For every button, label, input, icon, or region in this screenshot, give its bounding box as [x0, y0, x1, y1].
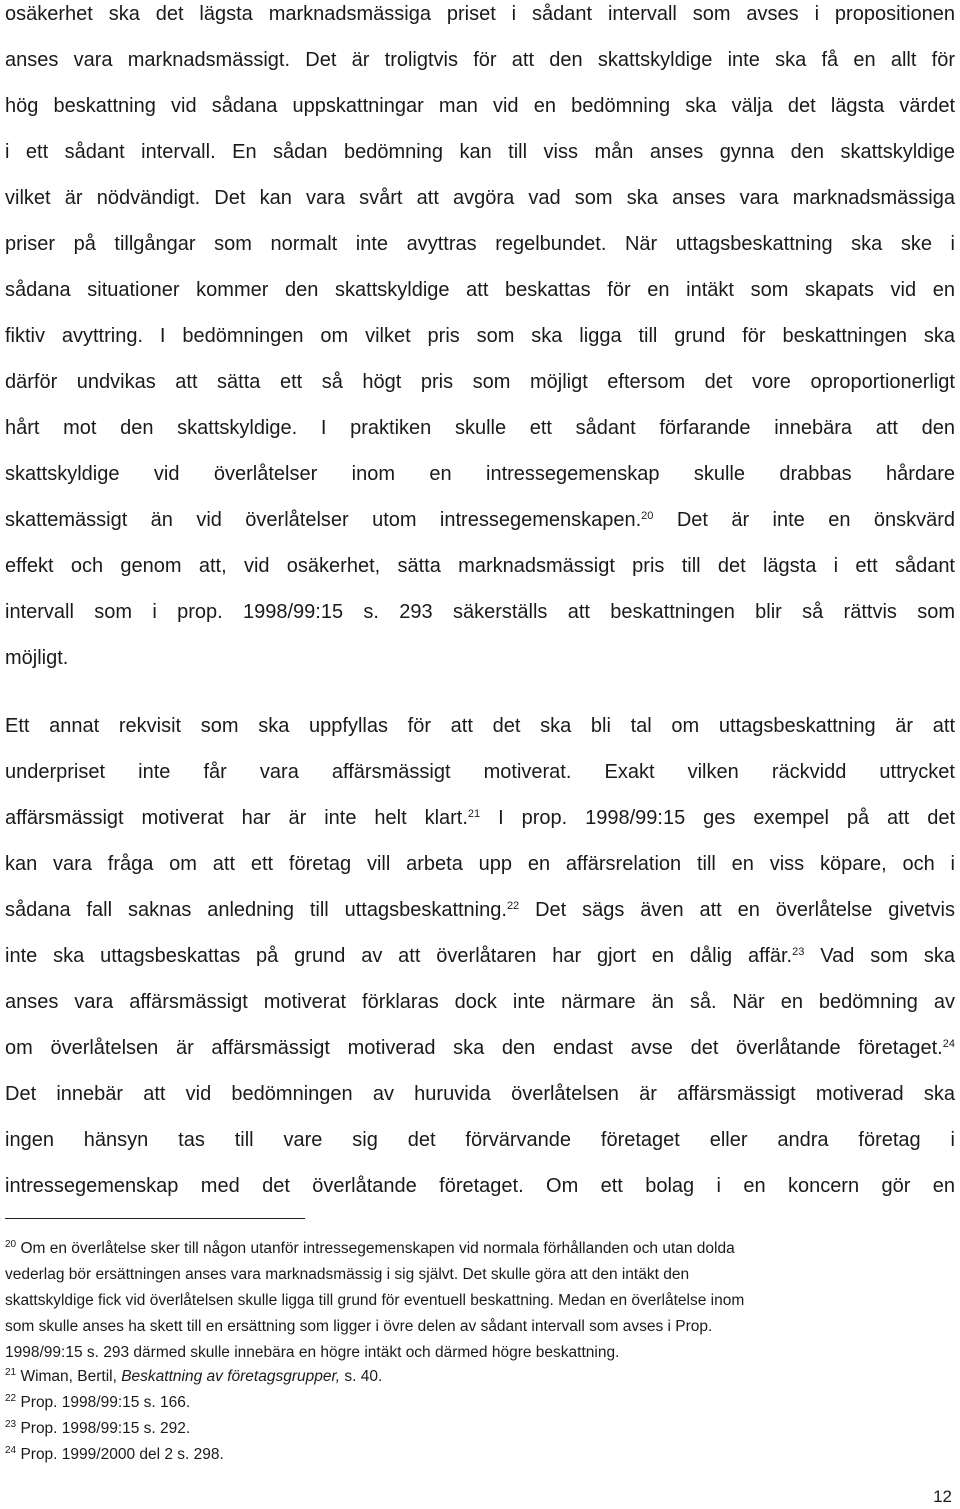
body-line: fiktiv avyttring. I bedömningen om vilket pris som ska ligga till grund för beskattningen ska	[5, 325, 955, 347]
footnote-line: som skulle anses ha skett till en ersättning som ligger i övre delen av sådant intervall som avses i Prop.	[5, 1318, 713, 1335]
footnote-ref-23[interactable]: 23	[792, 946, 805, 958]
body-text: Det sägs även att en överlåtelse givetvis	[535, 899, 956, 921]
body-text: Vad som ska	[820, 945, 955, 967]
body-line: osäkerhet ska det lägsta marknadsmässiga priset i sådant intervall som avses i propositionen	[5, 3, 955, 25]
body-line: kan vara fråga om att ett företag vill arbeta upp en affärsrelation till en viss köpare, och i	[5, 853, 955, 875]
body-line: intervall som i prop. 1998/99:15 s. 293 säkerställs att beskattningen blir så rättvis som	[5, 601, 955, 623]
body-line: vilket är nödvändigt. Det kan vara svårt att avgöra vad som ska anses vara marknadsmässiga	[5, 187, 955, 209]
body-line: hårt mot den skattskyldige. I praktiken skulle ett sådant förfarande innebära att den	[5, 417, 955, 439]
footnote-line: skattskyldige fick vid överlåtelsen skulle ligga till grund för eventuell beskattning. Medan en överlåtelse inom	[5, 1292, 745, 1309]
body-line	[5, 508, 955, 532]
footnote-separator	[5, 1218, 305, 1219]
body-line: skattskyldige vid överlåtelser inom en intressegemenskap skulle drabbas hårdare	[5, 463, 955, 485]
body-text: sådana fall saknas anledning till uttagsbeskattning.	[5, 899, 507, 921]
footnote-ref-20[interactable]: 20	[641, 510, 654, 522]
footnote-number: 23	[5, 1419, 17, 1430]
body-line	[5, 1036, 955, 1060]
body-line: Det innebär att vid bedömningen av huruvida överlåtelsen är affärsmässigt motiverad ska	[5, 1083, 955, 1105]
footnote-number: 24	[5, 1445, 17, 1456]
footnote-20	[5, 1239, 735, 1259]
body-text: affärsmässigt motiverat har är inte helt klart.	[5, 807, 468, 829]
body-line: sådana situationer kommer den skattskyldige att beskattas för en intäkt som skapats vid en	[5, 279, 955, 301]
body-line: ingen hänsyn tas till vare sig det förvärvande företaget eller andra företag i	[5, 1129, 955, 1151]
footnote-title: Beskattning av företagsgrupper,	[121, 1368, 341, 1385]
body-line: underpriset inte får vara affärsmässigt motiverat. Exakt vilken räckvidd uttrycket	[5, 761, 955, 783]
footnote-number: 21	[5, 1367, 17, 1378]
body-line	[5, 806, 955, 830]
body-line: priser på tillgångar som normalt inte avyttras regelbundet. När uttagsbeskattning ska ske i	[5, 233, 955, 255]
body-text: I prop. 1998/99:15 ges exempel på att det	[498, 807, 955, 829]
footnote-ref-21[interactable]: 21	[467, 808, 481, 820]
body-line: hög beskattning vid sådana uppskattningar man vid en bedömning ska välja det lägsta värdet	[5, 95, 955, 117]
footnote-text: s. 40.	[344, 1368, 383, 1385]
body-line: anses vara affärsmässigt motiverat förklaras dock inte närmare än så. När en bedömning av	[5, 991, 955, 1013]
body-line: anses vara marknadsmässigt. Det är troligtvis för att den skattskyldige inte ska få en allt för	[5, 49, 955, 71]
body-text: om överlåtelsen är affärsmässigt motiverad ska den endast avse det överlåtande företaget.	[5, 1037, 943, 1059]
body-line: intressegemenskap med det överlåtande företaget. Om ett bolag i en koncern gör en	[5, 1175, 955, 1197]
page-number: 12	[933, 1487, 952, 1506]
body-line	[5, 944, 955, 968]
body-text: inte ska uttagsbeskattas på grund av att överlåtaren har gjort en dålig affär.	[5, 945, 793, 967]
body-line: därför undvikas att sätta ett så högt pris som möjligt eftersom det vore oproportionerligt	[5, 371, 955, 393]
body-line: i ett sådant intervall. En sådan bedömning kan till viss mån anses gynna den skattskyldige	[5, 141, 955, 163]
footnote-line: vederlag bör ersättningen anses vara marknadsmässig i sig självt. Det skulle göra att den intäkt den	[5, 1266, 690, 1283]
footnote-number: 22	[5, 1393, 17, 1404]
footnote-22	[5, 1393, 190, 1413]
footnote-ref-22[interactable]: 22	[506, 900, 520, 912]
body-line: Ett annat rekvisit som ska uppfyllas för att det ska bli tal om uttagsbeskattning är att	[5, 715, 955, 737]
footnote-21	[5, 1367, 382, 1387]
footnote-number: 20	[5, 1239, 17, 1250]
body-text: skattemässigt än vid överlåtelser utom intressegemenskapen.	[5, 509, 642, 531]
footnote-23	[5, 1419, 190, 1439]
footnote-text: Wiman, Bertil,	[20, 1368, 117, 1385]
body-text: Det är inte en önskvärd	[676, 509, 955, 531]
footnote-text: Prop. 1998/99:15 s. 166.	[20, 1394, 191, 1411]
footnote-text: Prop. 1998/99:15 s. 292.	[20, 1420, 191, 1437]
footnote-line: 1998/99:15 s. 293 därmed skulle innebära en högre intäkt och därmed högre beskattning.	[5, 1344, 620, 1361]
footnote-text: Prop. 1999/2000 del 2 s. 298.	[20, 1446, 224, 1463]
footnote-24	[5, 1445, 224, 1465]
body-line	[5, 898, 955, 922]
footnote-text: Om en överlåtelse sker till någon utanför intressegemenskapen vid normala förhållanden och utan dolda	[20, 1240, 735, 1257]
body-line: effekt och genom att, vid osäkerhet, sätta marknadsmässigt pris till det lägsta i ett sådant	[5, 555, 955, 577]
footnote-ref-24[interactable]: 24	[942, 1038, 955, 1050]
body-line: möjligt.	[5, 647, 69, 669]
